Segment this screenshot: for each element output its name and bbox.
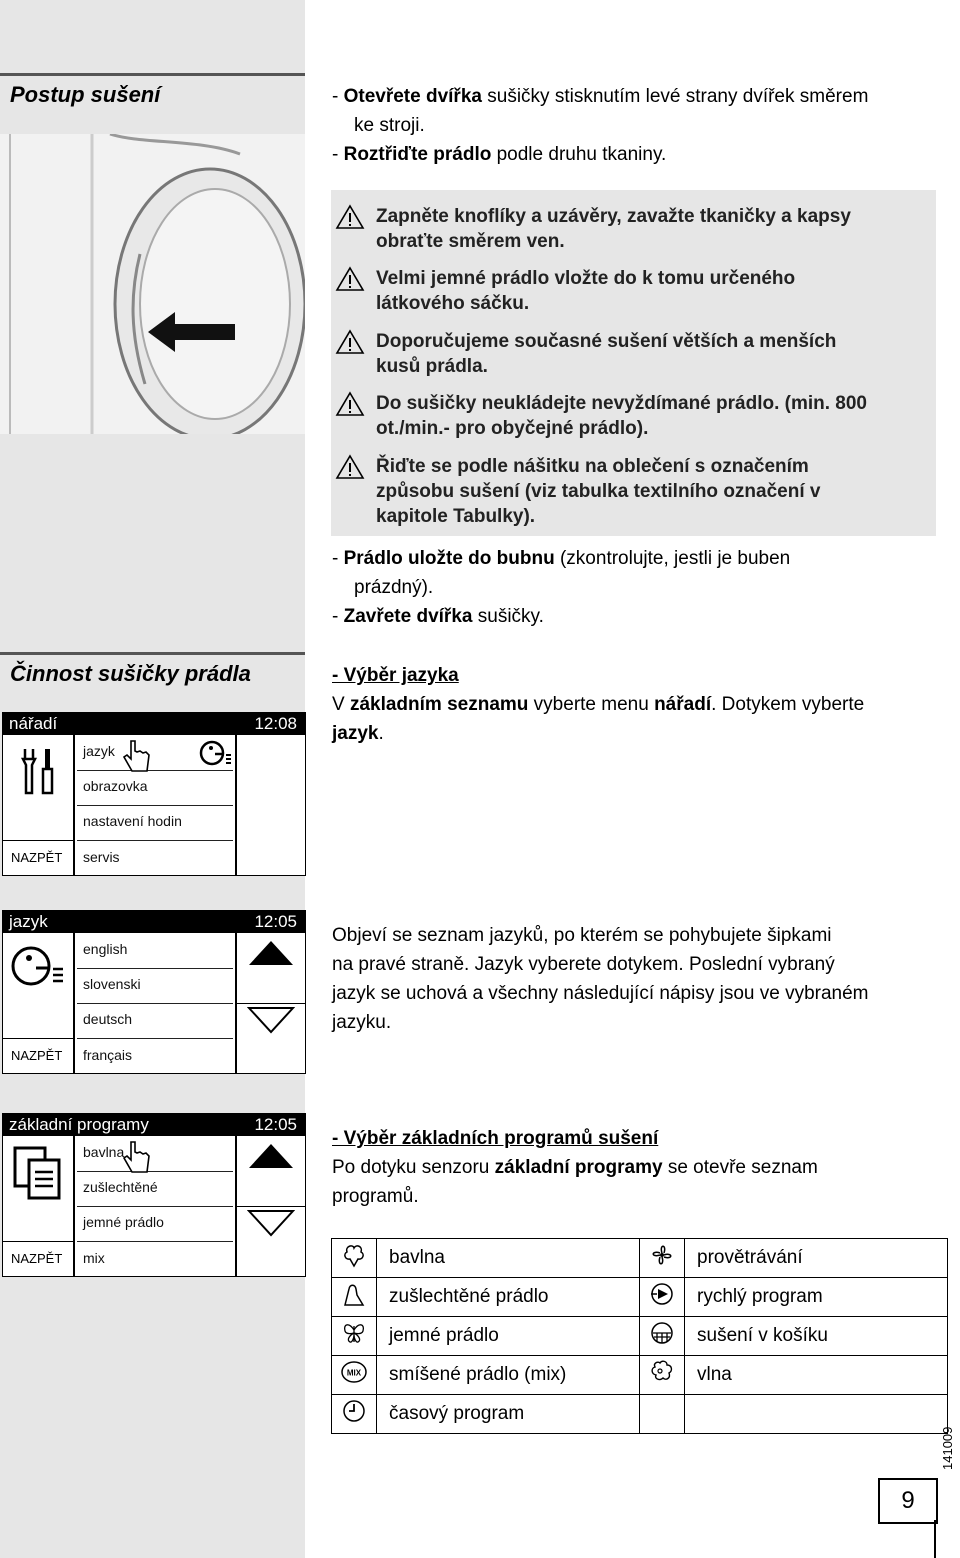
svg-text:MIX: MIX — [346, 1368, 362, 1378]
program-symbol-table — [331, 1238, 948, 1434]
warning-icon — [335, 454, 365, 480]
screen-time: 12:05 — [254, 1115, 297, 1134]
section-title-drying: Postup sušení — [10, 82, 161, 107]
program-label: smíšené prádlo (mix) — [377, 1356, 640, 1395]
timer-clock-icon — [341, 1398, 367, 1424]
scroll-down-arrow-icon[interactable] — [247, 1006, 295, 1034]
scroll-down-arrow-icon[interactable] — [247, 1209, 295, 1237]
lang-list-text: Objeví se seznam jazyků, po kterém se pohybujete šipkami na pravé straně. Jazyk vyberete dotykem. Poslední vybraný jazyk se uchová a všechny následující nápisy jsou ve vybraném jazyku. — [332, 925, 869, 1033]
screen-title: nářadí — [9, 714, 58, 733]
warning-icon — [335, 266, 365, 292]
warning-icon — [335, 204, 365, 230]
program-label: sušení v košíku — [685, 1317, 948, 1356]
screen-header — [3, 911, 305, 933]
warning-item: Doporučujeme současné sušení větších a menších kusů prádla. — [343, 329, 836, 379]
hand-pointer-icon — [121, 1138, 153, 1176]
language-option[interactable]: slovenski — [77, 969, 233, 1004]
program-option[interactable]: bavlna — [77, 1136, 233, 1172]
menu-item-language[interactable]: jazyk — [77, 735, 233, 771]
display-tools-screen — [2, 712, 306, 876]
program-label: jemné prádlo — [377, 1317, 640, 1356]
lang-heading: - Výběr jazyka — [332, 665, 459, 686]
section-rule — [0, 73, 305, 76]
screen-header — [3, 1114, 305, 1136]
easy-care-icon — [341, 1281, 367, 1307]
table-row — [332, 1239, 948, 1278]
cotton-icon — [341, 1242, 367, 1268]
screen-time: 12:08 — [254, 714, 297, 733]
menu-item-display[interactable]: obrazovka — [77, 771, 233, 806]
wool-sheep-icon — [649, 1359, 675, 1385]
back-button[interactable]: NAZPĚT — [11, 1251, 63, 1266]
language-option[interactable]: deutsch — [77, 1004, 233, 1039]
program-option[interactable]: zušlechtěné — [77, 1172, 233, 1207]
delicates-butterfly-icon — [341, 1320, 367, 1346]
display-programs-screen — [2, 1113, 306, 1277]
program-label: časový program — [377, 1395, 640, 1434]
quick-program-icon — [649, 1281, 675, 1307]
program-label: bavlna — [377, 1239, 640, 1278]
language-head-icon — [11, 943, 65, 989]
scroll-up-arrow-icon[interactable] — [247, 1142, 295, 1170]
screen-time: 12:05 — [254, 912, 297, 931]
warning-item: Velmi jemné prádlo vložte do k tomu určeného látkového sáčku. — [343, 266, 795, 316]
page-marker-line — [934, 1520, 936, 1558]
warning-item: Zapněte knoflíky a uzávěry, zavažte tkaničky a kapsy obraťte směrem ven. — [343, 204, 851, 254]
program-option[interactable]: mix — [83, 1250, 105, 1266]
dryer-illustration — [0, 134, 305, 434]
step-close-door: - Zavřete dvířka sušičky. — [332, 606, 544, 627]
display-language-screen — [2, 910, 306, 1074]
warning-item: Řiďte se podle nášitku na oblečení s označením způsobu sušení (viz tabulka textilního označení v kapitole Tabulky). — [343, 454, 820, 529]
step-load-drum-cont: prázdný). — [354, 577, 434, 598]
section-rule — [0, 652, 305, 655]
back-button[interactable]: NAZPĚT — [11, 850, 63, 865]
menu-item-service[interactable]: servis — [83, 849, 120, 865]
language-option[interactable]: français — [83, 1047, 133, 1063]
program-label: provětrávání — [685, 1239, 948, 1278]
table-row — [332, 1317, 948, 1356]
section-title-operation: Činnost sušičky prádla — [10, 661, 251, 686]
warning-icon — [335, 391, 365, 417]
hand-pointer-icon — [121, 737, 153, 775]
scroll-up-arrow-icon[interactable] — [247, 939, 295, 967]
step-load-drum: - Prádlo uložte do bubnu (zkontrolujte, jestli je buben — [332, 548, 791, 569]
step-open-door: - Otevřete dvířka sušičky stisknutím levé strany dvířek směrem — [332, 86, 869, 107]
warning-item: Do sušičky neukládejte nevyždímané prádlo. (min. 800 ot./min.- pro obyčejné prádlo). — [343, 391, 867, 441]
program-label: rychlý program — [685, 1278, 948, 1317]
document-code: 141009 — [940, 1426, 955, 1470]
step-open-door-cont: ke stroji. — [354, 115, 425, 136]
program-label — [685, 1395, 948, 1434]
programs-list-icon — [13, 1146, 63, 1202]
tools-icon — [19, 747, 59, 797]
back-button[interactable]: NAZPĚT — [11, 1048, 63, 1063]
warning-icon — [335, 329, 365, 355]
program-label: vlna — [685, 1356, 948, 1395]
screen-title: základní programy — [9, 1115, 149, 1134]
programs-text: Po dotyku senzoru základní programy se otevře seznam programů. — [332, 1157, 818, 1207]
mix-icon — [340, 1359, 368, 1385]
program-option[interactable]: jemné prádlo — [77, 1207, 233, 1242]
basket-drying-icon — [649, 1320, 675, 1346]
language-option[interactable]: english — [77, 933, 233, 969]
screen-title: jazyk — [9, 912, 48, 931]
menu-item-clock[interactable]: nastavení hodin — [77, 806, 233, 841]
step-sort-laundry: - Roztřiďte prádlo podle druhu tkaniny. — [332, 144, 667, 165]
program-label: zušlechtěné prádlo — [377, 1278, 640, 1317]
table-row — [332, 1356, 948, 1395]
table-row — [332, 1395, 948, 1434]
page-number: 9 — [878, 1478, 938, 1524]
screen-header — [3, 713, 305, 735]
air-fan-icon — [649, 1242, 675, 1268]
table-row — [332, 1278, 948, 1317]
programs-heading: - Výběr základních programů sušení — [332, 1128, 659, 1149]
lang-text: V základním seznamu vyberte menu nářadí. Dotykem vyberte jazyk. — [332, 694, 865, 744]
